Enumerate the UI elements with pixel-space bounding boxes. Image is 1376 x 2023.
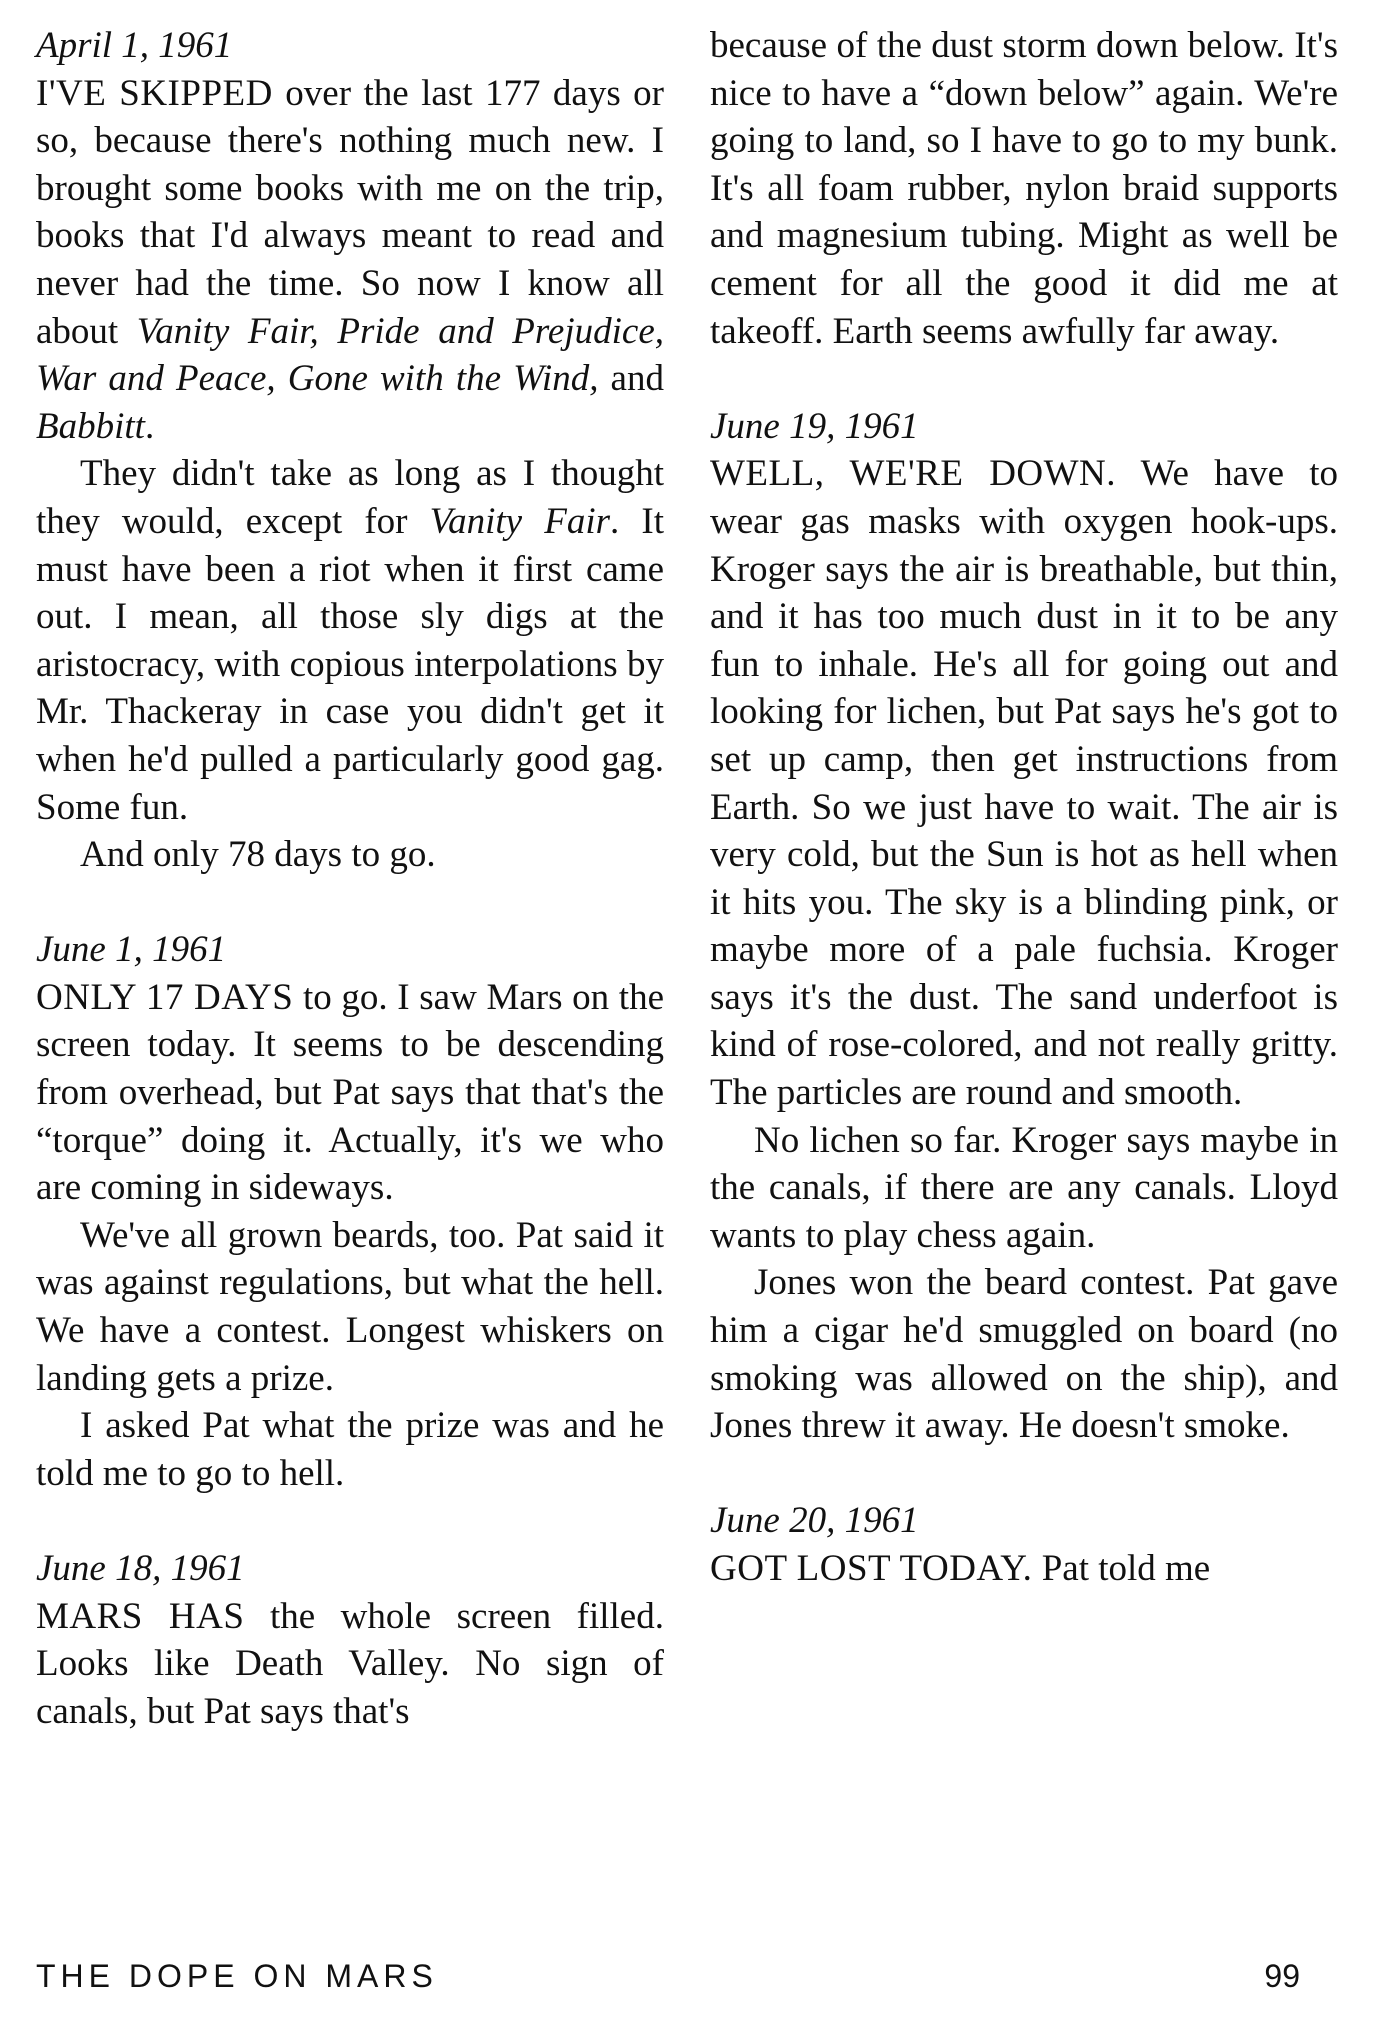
paragraph-text: to go. I saw Mars on the screen today. It seems to be descending from overhead, but Pat says that that's the “torque” doing it. Actually, it's we who are coming in sideways. [36,976,664,1209]
paragraph-text: . It must have been a riot when it first came out. I mean, all those sly digs at the aristocracy, with copious interpolations by Mr. Thackeray in case you didn't get it when he'd pulled a particularly good gag. Some fun. [36,500,664,828]
right-column [710,22,1338,1593]
page-number: 99 [1264,1958,1300,1994]
entry-paragraph [36,974,664,1212]
entry-lead: GOT LOST TODAY. [710,1548,1033,1589]
running-title: THE DOPE ON MARS [36,1958,438,1994]
paragraph-text: They didn't take as long as I thought they would, except for [36,453,664,542]
book-titles: Vanity Fair, Pride and Prejudice, War and Peace, Gone with the Wind, [36,310,664,400]
entry-date: June 20, 1961 [710,1500,919,1542]
entry-paragraph: And only 78 days to go. [80,834,436,876]
book-title: Babbitt [36,405,145,447]
entry-date: June 1, 1961 [36,929,227,971]
entry-paragraph [36,450,664,831]
entry-date: June 18, 1961 [36,1548,245,1589]
left-column [36,22,664,1735]
page-footer [36,1958,1340,2008]
entry-paragraph [710,1545,1338,1593]
entry-paragraph: We've all grown beards, too. Pat said it was against regulations, but what the hell. We have a contest. Longest whiskers on landing gets a prize. [36,1214,664,1399]
entry-spacer [710,1450,1338,1498]
entry-lead: WELL, WE'RE DOWN. [710,453,1117,495]
entry-lead: ONLY 17 DAYS [36,976,294,1018]
entry-paragraph: I asked Pat what the prize was and he told me to go to hell. [36,1405,664,1494]
entry-date: June 19, 1961 [710,405,919,447]
entry-date: April 1, 1961 [36,25,233,66]
entry-paragraph: Jones won the beard contest. Pat gave him a cigar he'd smuggled on board (no smoking was allowed on the ship), and Jones threw it away. He doesn't smoke. [710,1262,1338,1447]
entry-paragraph [36,70,664,451]
paragraph-text: over the last 177 days or so, because there's nothing much new. I brought some books with me on the trip, books that I'd always meant to read and never had the time. So now I know all about [36,72,664,352]
book-title: Vanity Fair [429,500,611,542]
entry-spacer [36,1497,664,1545]
paragraph-text: We have to wear gas masks with oxygen hook-ups. Kroger says the air is breathable, but thin, and it has too much dust in it to be any fun to inhale. He's all for going out and looking for lichen, but Pat says he's got to set up camp, then get instructions from Earth. So we just have to wait. The air is very cold, but the Sun is hot as hell when it hits you. The sky is a blinding pink, or maybe more of a pale fuchsia. Kroger says it's the dust. The sand underfoot is kind of rose-colored, and not really gritty. The particles are round and smooth. [710,453,1338,1114]
entry-lead: MARS HAS [36,1595,245,1637]
entry-paragraph [36,1593,664,1736]
entry-lead: I'VE SKIPPED [36,72,273,114]
entry-spacer [710,355,1338,403]
entry-paragraph [710,450,1338,1116]
entry-paragraph: because of the dust storm down below. It's nice to have a “down below” again. We're going to land, so I have to go to my bunk. It's all foam rubber, nylon braid supports and magnesium tubing. Might as well be cement for all the good it did me at takeoff. Earth seems awfully far away. [710,25,1338,352]
paragraph-text: and [598,358,664,400]
paragraph-text: . [144,405,155,447]
paragraph-text: the whole screen filled. Looks like Death Valley. No sign of canals, but Pat says that's [36,1595,664,1732]
paragraph-text: Pat told me [1032,1548,1211,1589]
entry-paragraph: No lichen so far. Kroger says maybe in the canals, if there are any canals. Lloyd wants to play chess again. [710,1119,1338,1256]
entry-spacer [36,879,664,927]
